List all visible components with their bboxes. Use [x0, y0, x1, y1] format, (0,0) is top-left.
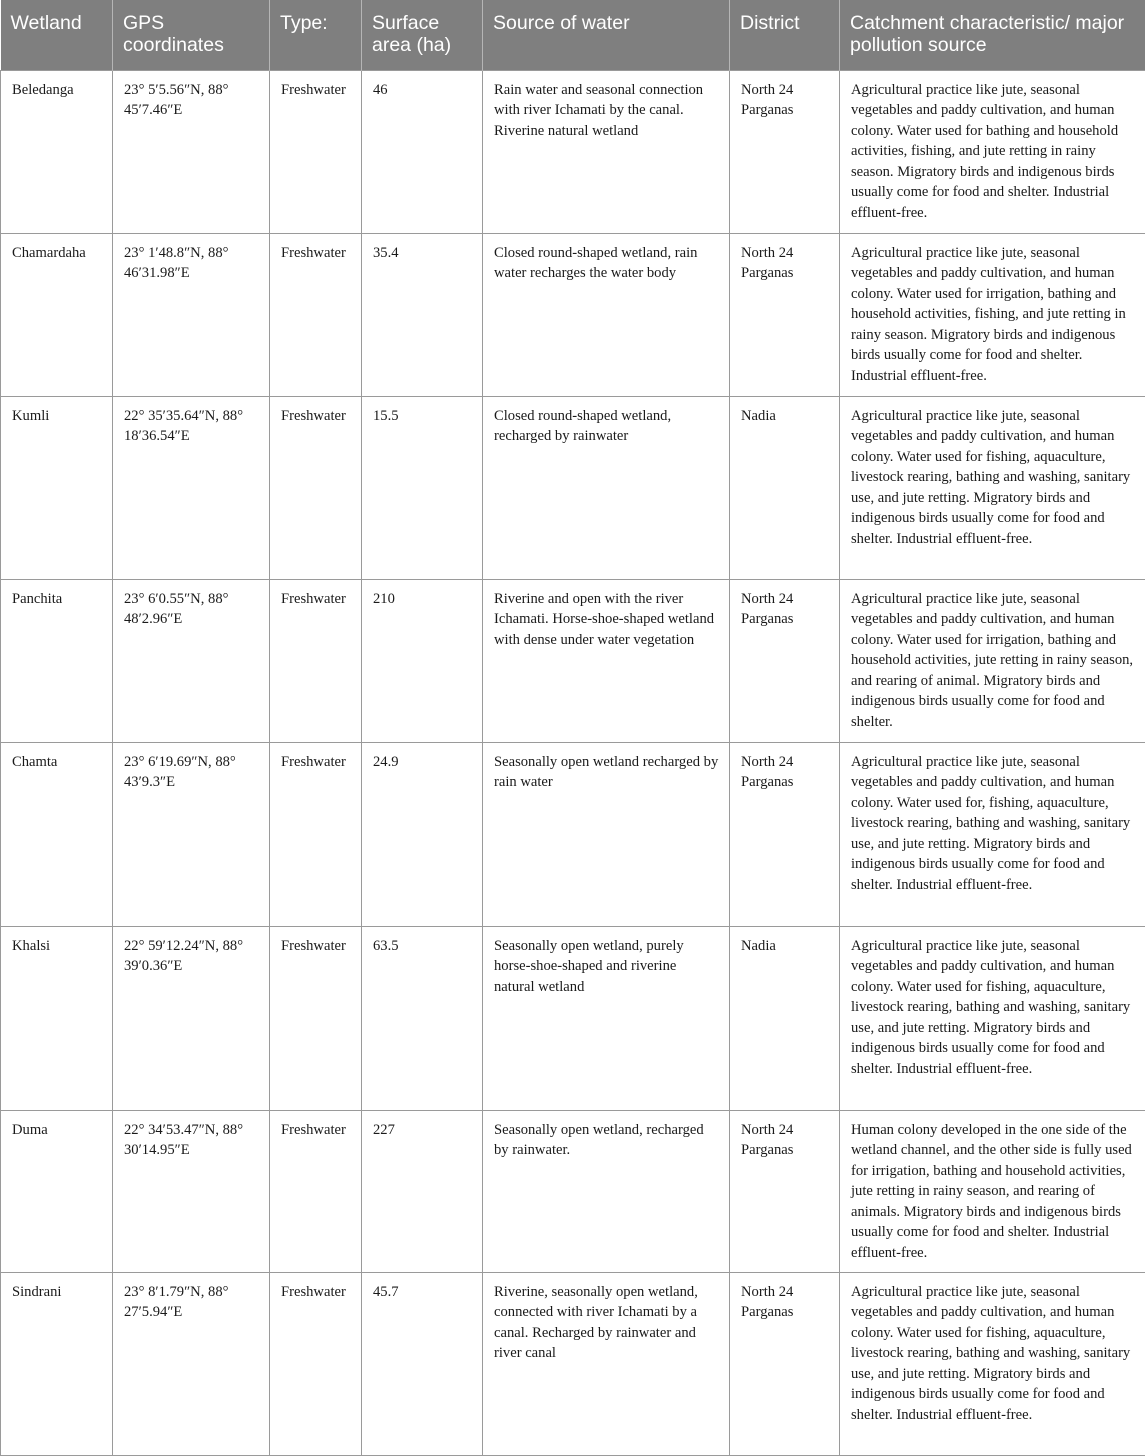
cell-type: Freshwater — [270, 1272, 362, 1455]
cell-type: Freshwater — [270, 742, 362, 926]
cell-district: North 24 Parganas — [730, 233, 840, 396]
cell-wetland: Kumli — [1, 396, 113, 579]
cell-wetland: Khalsi — [1, 926, 113, 1110]
cell-wetland: Chamardaha — [1, 233, 113, 396]
cell-district: Nadia — [730, 396, 840, 579]
cell-district: North 24 Parganas — [730, 579, 840, 742]
table-header — [1, 0, 1145, 70]
cell-source: Seasonally open wetland recharged by rain water — [483, 742, 730, 926]
cell-catchment: Agricultural practice like jute, seasonal vegetables and paddy cultivation, and human colony. Water used for irrigation, bathing and household activities, fishing, and jute retting in rainy season. Migratory birds and indigenous birds usually come for food and shelter. Industrial effluent-free. — [840, 233, 1145, 396]
cell-district: Nadia — [730, 926, 840, 1110]
cell-gps: 23° 8′1.79″N, 88° 27′5.94″E — [113, 1272, 270, 1455]
table-row — [1, 1110, 1145, 1272]
cell-area: 63.5 — [362, 926, 483, 1110]
cell-catchment: Agricultural practice like jute, seasonal vegetables and paddy cultivation, and human colony. Water used for irrigation, bathing and household activities, jute retting in rainy season, and rearing of animal. Migratory birds and indigenous birds usually come for food and shelter. — [840, 579, 1145, 742]
cell-area: 46 — [362, 70, 483, 233]
header-row — [1, 0, 1145, 70]
cell-district: North 24 Parganas — [730, 742, 840, 926]
header-gps-coordinates: GPS coordinates — [113, 0, 270, 70]
cell-area: 210 — [362, 579, 483, 742]
cell-gps: 22° 35′35.64″N, 88° 18′36.54″E — [113, 396, 270, 579]
cell-gps: 23° 6′19.69″N, 88° 43′9.3″E — [113, 742, 270, 926]
table-row — [1, 233, 1145, 396]
cell-type: Freshwater — [270, 926, 362, 1110]
cell-area: 24.9 — [362, 742, 483, 926]
cell-district: North 24 Parganas — [730, 70, 840, 233]
cell-gps: 23° 6′0.55″N, 88° 48′2.96″E — [113, 579, 270, 742]
cell-catchment: Agricultural practice like jute, seasonal vegetables and paddy cultivation, and human colony. Water used for, fishing, aquaculture, livestock rearing, bathing and washing, sanitary use, and jute retting. Migratory birds and indigenous birds usually come for food and shelter. Industrial effluent-free. — [840, 742, 1145, 926]
cell-wetland: Duma — [1, 1110, 113, 1272]
cell-source: Closed round-shaped wetland, rain water recharges the water body — [483, 233, 730, 396]
cell-district: North 24 Parganas — [730, 1110, 840, 1272]
header-catchment: Catchment characteristic/ major pollution source — [840, 0, 1145, 70]
cell-source: Riverine, seasonally open wetland, connected with river Ichamati by a canal. Recharged by rainwater and river canal — [483, 1272, 730, 1455]
header-wetland: Wetland — [1, 0, 113, 70]
cell-catchment: Agricultural practice like jute, seasonal vegetables and paddy cultivation, and human colony. Water used for fishing, aquaculture, livestock rearing, bathing and washing, sanitary use, and jute retting. Migratory birds and indigenous birds usually come for food and shelter. Industrial effluent-free. — [840, 1272, 1145, 1455]
table-body — [1, 70, 1145, 1455]
cell-wetland: Sindrani — [1, 1272, 113, 1455]
cell-source: Seasonally open wetland, recharged by rainwater. — [483, 1110, 730, 1272]
header-district: District — [730, 0, 840, 70]
cell-area: 35.4 — [362, 233, 483, 396]
table-row — [1, 926, 1145, 1110]
cell-type: Freshwater — [270, 396, 362, 579]
table-row — [1, 70, 1145, 233]
cell-source: Closed round-shaped wetland, recharged by rainwater — [483, 396, 730, 579]
table-row — [1, 579, 1145, 742]
header-source-of-water: Source of water — [483, 0, 730, 70]
cell-type: Freshwater — [270, 1110, 362, 1272]
cell-wetland: Panchita — [1, 579, 113, 742]
cell-gps: 23° 1′48.8″N, 88° 46′31.98″E — [113, 233, 270, 396]
cell-gps: 22° 59′12.24″N, 88° 39′0.36″E — [113, 926, 270, 1110]
table-row — [1, 742, 1145, 926]
cell-catchment: Agricultural practice like jute, seasonal vegetables and paddy cultivation, and human colony. Water used for bathing and household activities, fishing, and jute retting in rainy season. Migratory birds and indigenous birds usually come for food and shelter. Industrial effluent-free. — [840, 70, 1145, 233]
cell-catchment: Human colony developed in the one side of the wetland channel, and the other side is fully used for irrigation, bathing and household activities, jute retting in rainy season, and rearing of animals. Migratory birds and indigenous birds usually come for food and shelter. Industrial effluent-free. — [840, 1110, 1145, 1272]
cell-area: 45.7 — [362, 1272, 483, 1455]
header-type: Type: — [270, 0, 362, 70]
table-row — [1, 1272, 1145, 1455]
cell-gps: 23° 5′5.56″N, 88° 45′7.46″E — [113, 70, 270, 233]
cell-type: Freshwater — [270, 233, 362, 396]
cell-catchment: Agricultural practice like jute, seasonal vegetables and paddy cultivation, and human colony. Water used for fishing, aquaculture, livestock rearing, bathing and washing, sanitary use, and jute retting. Migratory birds and indigenous birds usually come for food and shelter. Industrial effluent-free. — [840, 926, 1145, 1110]
table-row — [1, 396, 1145, 579]
cell-source: Rain water and seasonal connection with river Ichamati by the canal. Riverine natural wetland — [483, 70, 730, 233]
header-surface-area: Surface area (ha) — [362, 0, 483, 70]
cell-type: Freshwater — [270, 579, 362, 742]
cell-district: North 24 Parganas — [730, 1272, 840, 1455]
cell-catchment: Agricultural practice like jute, seasonal vegetables and paddy cultivation, and human colony. Water used for fishing, aquaculture, livestock rearing, bathing and washing, sanitary use, and jute retting. Migratory birds and indigenous birds usually come for food and shelter. Industrial effluent-free. — [840, 396, 1145, 579]
cell-source: Riverine and open with the river Ichamati. Horse-shoe-shaped wetland with dense under water vegetation — [483, 579, 730, 742]
cell-area: 15.5 — [362, 396, 483, 579]
cell-source: Seasonally open wetland, purely horse-shoe-shaped and riverine natural wetland — [483, 926, 730, 1110]
cell-area: 227 — [362, 1110, 483, 1272]
cell-wetland: Chamta — [1, 742, 113, 926]
cell-wetland: Beledanga — [1, 70, 113, 233]
cell-gps: 22° 34′53.47″N, 88° 30′14.95″E — [113, 1110, 270, 1272]
cell-type: Freshwater — [270, 70, 362, 233]
